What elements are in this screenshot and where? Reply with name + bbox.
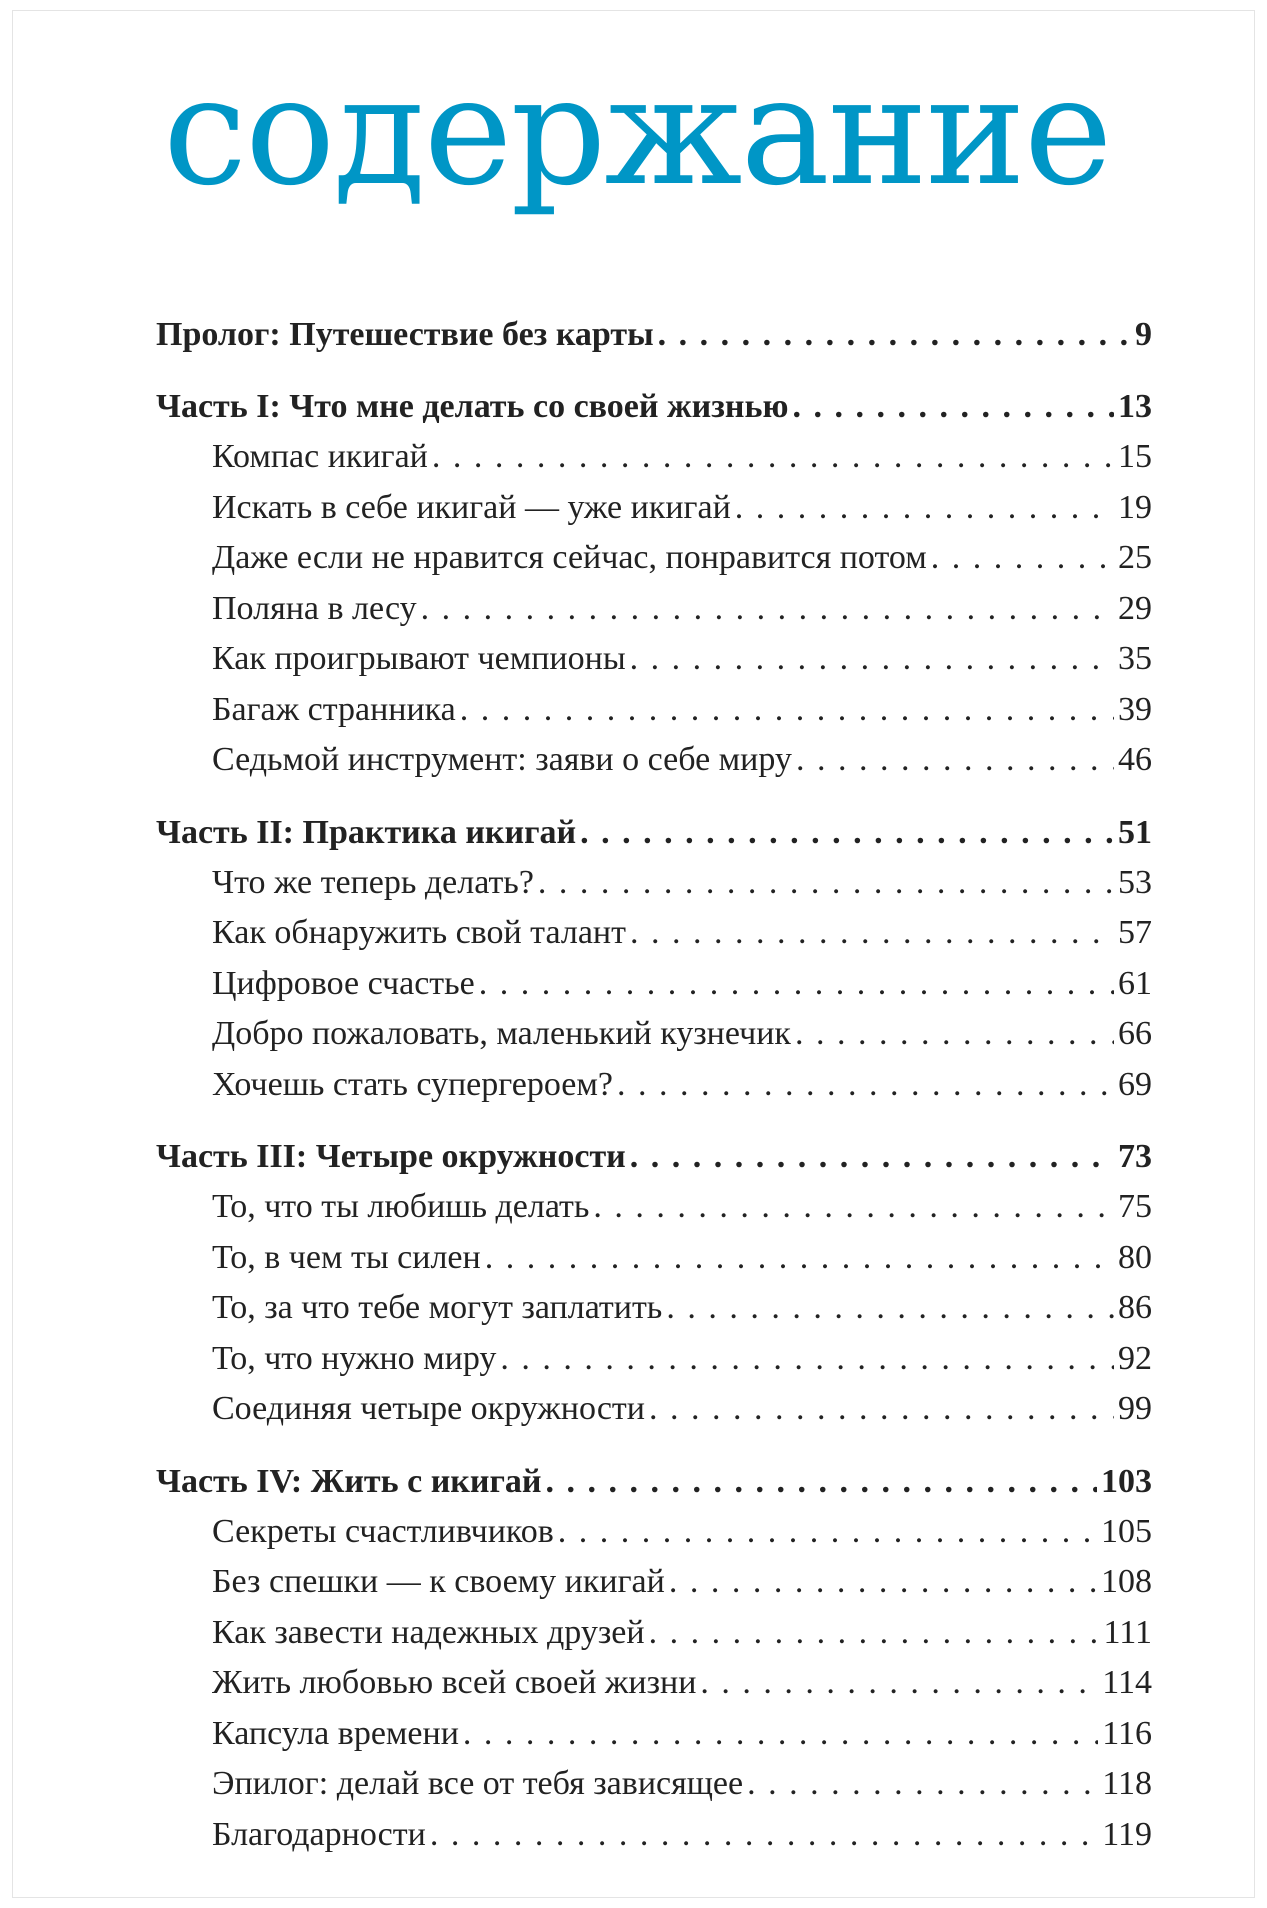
toc-section-part-1 — [156, 381, 1152, 786]
page-title: содержание — [163, 45, 1111, 219]
toc-page-number: 92 — [1118, 1339, 1152, 1377]
toc-page-number: 118 — [1102, 1765, 1152, 1802]
dot-leader — [421, 584, 1114, 635]
toc-page-number: 57 — [1118, 914, 1152, 951]
toc-item[interactable] — [156, 1182, 1152, 1233]
dot-leader — [500, 1334, 1114, 1385]
toc-item[interactable] — [156, 959, 1152, 1010]
dot-leader — [558, 1507, 1097, 1558]
toc-item-label: Что же теперь делать? — [212, 863, 534, 901]
dot-leader — [666, 1283, 1114, 1334]
book-page — [12, 10, 1255, 1898]
dot-leader — [795, 1009, 1114, 1060]
toc-item[interactable] — [156, 1283, 1152, 1334]
toc-item-label: Как завести надежных друзей — [212, 1613, 645, 1651]
toc-item[interactable] — [156, 1608, 1152, 1659]
dot-leader — [792, 381, 1114, 432]
toc-page-number: 15 — [1118, 438, 1152, 475]
toc-item-label: То, в чем ты силен — [212, 1238, 481, 1276]
dot-leader — [735, 483, 1114, 534]
toc-item-label: Соединяя четыре окружности — [212, 1390, 645, 1427]
toc-item[interactable] — [156, 1334, 1152, 1385]
toc-heading-label: Часть II: Практика икигай — [156, 813, 577, 851]
toc-heading-label: Часть IV: Жить с икигай — [156, 1462, 542, 1500]
toc-item-label: Седьмой инструмент: заяви о себе миру — [212, 741, 792, 778]
toc-section-part-3 — [156, 1131, 1152, 1435]
toc-page-number: 116 — [1102, 1714, 1152, 1752]
toc-item-label: То, что ты любишь делать — [212, 1188, 590, 1225]
toc-item-label: Благодарности — [212, 1815, 426, 1853]
toc-item-label: Как проигрывают чемпионы — [212, 640, 626, 677]
toc-page-number: 114 — [1102, 1664, 1152, 1701]
toc-heading[interactable] — [156, 1131, 1152, 1182]
toc-item-label: Эпилог: делай все от тебя зависящее — [212, 1765, 744, 1802]
toc-page-number: 103 — [1101, 1462, 1152, 1500]
toc-item-label: Поляна в лесу — [212, 589, 417, 627]
toc-page-number: 86 — [1118, 1289, 1152, 1326]
toc-page-number: 119 — [1102, 1815, 1152, 1853]
toc-page-number: 111 — [1103, 1613, 1152, 1651]
toc-page-number: 69 — [1118, 1065, 1152, 1103]
toc-page-number: 25 — [1118, 539, 1152, 576]
toc-item-label: Добро пожаловать, маленький кузнечик — [212, 1015, 791, 1052]
toc-page-number: 53 — [1118, 863, 1152, 901]
toc-page-number: 75 — [1118, 1188, 1152, 1225]
table-of-contents — [156, 309, 1152, 1860]
toc-item[interactable] — [156, 1233, 1152, 1284]
toc-page-number: 73 — [1118, 1138, 1152, 1175]
toc-item[interactable] — [156, 1384, 1152, 1435]
toc-page-number: 99 — [1118, 1390, 1152, 1427]
dot-leader — [617, 1060, 1114, 1111]
dot-leader — [747, 1759, 1098, 1810]
toc-item[interactable] — [156, 1060, 1152, 1111]
toc-item-label: Секреты счастливчиков — [212, 1512, 554, 1550]
toc-item-label: Цифровое счастье — [212, 964, 475, 1002]
toc-page-number: 39 — [1118, 690, 1152, 728]
toc-item-label: Без спешки — к своему икигай — [212, 1563, 665, 1600]
toc-item[interactable] — [156, 533, 1152, 584]
toc-page-number: 35 — [1118, 640, 1152, 677]
toc-heading-label: Пролог: Путешествие без карты — [156, 316, 654, 353]
dot-leader — [700, 1658, 1098, 1709]
toc-section-prologue — [156, 309, 1152, 360]
dot-leader — [630, 908, 1114, 959]
dot-leader — [463, 1709, 1098, 1760]
toc-item-label: Хочешь стать супергероем? — [212, 1065, 613, 1103]
toc-item-label: То, за что тебе могут заплатить — [212, 1289, 663, 1326]
toc-heading[interactable] — [156, 1456, 1152, 1507]
toc-item[interactable] — [156, 685, 1152, 736]
toc-item[interactable] — [156, 432, 1152, 483]
toc-item-label: Искать в себе икигай — уже икигай — [212, 488, 731, 526]
dot-leader — [796, 735, 1114, 786]
toc-page-number: 61 — [1118, 964, 1152, 1002]
toc-heading[interactable] — [156, 381, 1152, 432]
toc-item[interactable] — [156, 858, 1152, 909]
toc-item[interactable] — [156, 1709, 1152, 1760]
toc-heading[interactable] — [156, 807, 1152, 858]
toc-item[interactable] — [156, 1557, 1152, 1608]
toc-item[interactable] — [156, 1009, 1152, 1060]
toc-page-number: 9 — [1135, 316, 1152, 353]
dot-leader — [479, 959, 1114, 1010]
toc-item-label: Капсула времени — [212, 1714, 459, 1752]
dot-leader — [649, 1384, 1114, 1435]
toc-item[interactable] — [156, 1507, 1152, 1558]
toc-page-number: 19 — [1118, 488, 1152, 526]
dot-leader — [658, 309, 1131, 360]
dot-leader — [931, 533, 1114, 584]
toc-page-number: 108 — [1101, 1563, 1152, 1600]
toc-item[interactable] — [156, 1759, 1152, 1810]
dot-leader — [669, 1557, 1097, 1608]
toc-heading-label: Часть III: Четыре окружности — [156, 1138, 626, 1175]
dot-leader — [460, 685, 1114, 736]
dot-leader — [580, 807, 1114, 858]
toc-item[interactable] — [156, 1810, 1152, 1861]
dot-leader — [430, 1810, 1098, 1861]
toc-item[interactable] — [156, 584, 1152, 635]
toc-page-number: 66 — [1118, 1015, 1152, 1052]
dot-leader — [546, 1456, 1098, 1507]
toc-item[interactable] — [156, 908, 1152, 959]
toc-item-label: Компас икигай — [212, 438, 428, 475]
toc-item-label: То, что нужно миру — [212, 1339, 497, 1377]
dot-leader — [432, 432, 1114, 483]
toc-item[interactable] — [156, 634, 1152, 685]
toc-item-label: Жить любовью всей своей жизни — [212, 1664, 697, 1701]
toc-page-number: 51 — [1118, 813, 1152, 851]
toc-page-number: 105 — [1101, 1512, 1152, 1550]
dot-leader — [593, 1182, 1114, 1233]
toc-item[interactable] — [156, 1658, 1152, 1709]
dot-leader — [649, 1608, 1100, 1659]
toc-item-label: Как обнаружить свой талант — [212, 914, 626, 951]
dot-leader — [485, 1233, 1114, 1284]
dot-leader — [630, 1131, 1114, 1182]
dot-leader — [538, 858, 1114, 909]
toc-heading-label: Часть I: Что мне делать со своей жизнью — [156, 388, 789, 425]
toc-heading[interactable] — [156, 309, 1152, 360]
toc-section-part-4 — [156, 1456, 1152, 1861]
toc-page-number: 46 — [1118, 741, 1152, 778]
toc-item[interactable] — [156, 483, 1152, 534]
dot-leader — [630, 634, 1114, 685]
toc-item-label: Багаж странника — [212, 690, 456, 728]
toc-section-part-2 — [156, 807, 1152, 1111]
toc-item-label: Даже если не нравится сейчас, понравится потом — [212, 539, 927, 576]
toc-page-number: 29 — [1118, 589, 1152, 627]
toc-item[interactable] — [156, 735, 1152, 786]
toc-page-number: 80 — [1118, 1238, 1152, 1276]
toc-page-number: 13 — [1118, 388, 1152, 425]
